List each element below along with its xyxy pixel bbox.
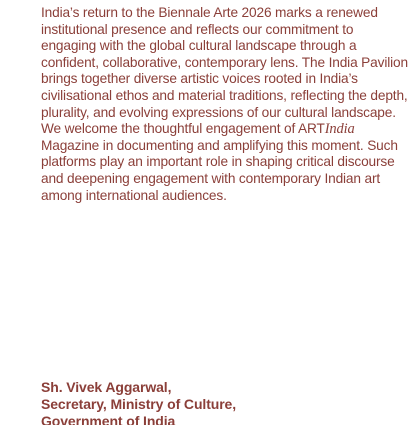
message-text-after-brand: Magazine in documenting and amplifying this moment. Such platforms play an important role in shaping critical discourse and deepening engagement with contemporary Indian art among international audiences. xyxy=(41,137,398,203)
signatory-name: Sh. Vivek Aggarwal, xyxy=(41,379,172,395)
magazine-name-italic: India xyxy=(324,121,355,138)
message-paragraph xyxy=(41,5,411,204)
message-text-before-brand: India’s return to the Biennale Arte 2026 marks a renewed institutional presence and reflects our commitment to engaging with the global cultural landscape through a confident, collaborative, contemporary lens. The India Pavilion brings together diverse artistic voices rooted in India’s civilisational ethos and material traditions, reflecting the depth, plurality, and evolving expressions of our cultural landscape. We welcome the thoughtful engagement of ART xyxy=(41,5,408,137)
signature-block xyxy=(41,379,411,425)
signatory-title: Secretary, Ministry of Culture, xyxy=(41,395,237,412)
signatory-organization: Government of India xyxy=(41,412,176,425)
